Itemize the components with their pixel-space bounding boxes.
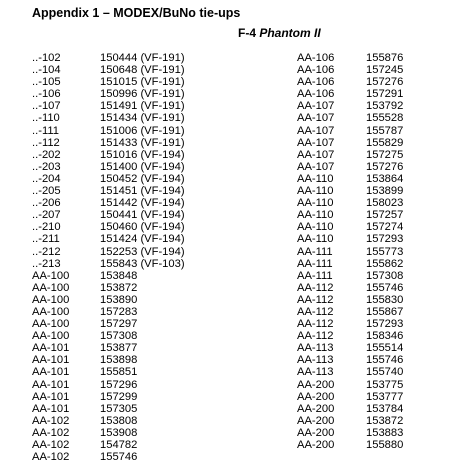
modex-code: AA-106 — [297, 52, 335, 64]
buno-number: 153898 — [100, 354, 138, 367]
list-item — [297, 427, 403, 439]
modex-code: AA-101 — [32, 390, 70, 403]
modex-code: AA-107 — [297, 112, 335, 125]
modex-code: AA-111 — [297, 245, 333, 258]
list-item — [32, 125, 185, 137]
buno-number: 151491 (VF-191) — [100, 100, 185, 113]
modex-code: AA-101 — [32, 342, 70, 355]
list-item — [297, 173, 403, 185]
list-item — [297, 415, 403, 427]
modex-code: AA-100 — [32, 269, 70, 282]
buno-number: 153899 — [366, 185, 404, 198]
list-item — [32, 342, 185, 354]
list-item — [297, 439, 403, 451]
buno-number: 153848 — [100, 269, 138, 282]
list-item — [32, 64, 185, 76]
buno-number: 157257 — [366, 209, 404, 222]
buno-number: 158023 — [366, 197, 404, 210]
list-item — [32, 88, 185, 100]
modex-code: ..-112 — [32, 136, 60, 149]
modex-code: ..-210 — [32, 221, 61, 234]
buno-number: 157276 — [366, 160, 404, 173]
list-item — [32, 270, 185, 282]
buno-number: 155746 — [366, 281, 404, 294]
modex-code: ..-110 — [32, 112, 60, 125]
modex-code: ..-211 — [32, 233, 60, 246]
modex-code: AA-100 — [32, 305, 70, 318]
list-item — [297, 221, 403, 233]
modex-code: AA-107 — [297, 124, 335, 137]
buno-number: 153864 — [366, 172, 404, 185]
page-title: Appendix 1 – MODEX/BuNo tie-ups — [32, 6, 241, 20]
buno-number: 151433 (VF-191) — [100, 136, 185, 149]
buno-number: 157299 — [100, 390, 138, 403]
buno-number: 153872 — [366, 414, 404, 427]
modex-code: AA-107 — [297, 136, 335, 149]
modex-code: AA-101 — [32, 366, 70, 379]
buno-number: 155746 — [100, 451, 138, 463]
buno-number: 151424 (VF-194) — [100, 233, 185, 246]
list-item — [297, 379, 403, 391]
buno-number: 151400 (VF-194) — [100, 160, 185, 173]
left-column-list — [32, 52, 185, 463]
modex-code: AA-113 — [297, 342, 334, 355]
buno-number: 153877 — [100, 342, 138, 355]
modex-code: ..-102 — [32, 52, 61, 64]
modex-code: AA-112 — [297, 281, 334, 294]
modex-code: AA-102 — [32, 439, 70, 451]
buno-number: 155740 — [366, 366, 404, 379]
buno-number: 155773 — [366, 245, 404, 258]
right-column-list — [297, 52, 403, 451]
modex-code: AA-100 — [32, 281, 70, 294]
buno-number: 151442 (VF-194) — [100, 197, 185, 210]
buno-number: 157275 — [366, 148, 404, 161]
list-item — [297, 149, 403, 161]
buno-number: 157245 — [366, 64, 404, 77]
list-item — [297, 112, 403, 124]
modex-code: AA-200 — [297, 390, 335, 403]
modex-code: AA-101 — [32, 402, 70, 415]
list-item — [297, 137, 403, 149]
modex-code: AA-100 — [32, 330, 70, 343]
buno-number: 155787 — [366, 124, 404, 137]
list-item — [297, 306, 403, 318]
list-item — [32, 258, 185, 270]
modex-code: AA-112 — [297, 305, 334, 318]
modex-code: ..-205 — [32, 185, 61, 198]
buno-number: 155528 — [366, 112, 404, 125]
list-item — [32, 149, 185, 161]
list-item — [297, 64, 403, 76]
modex-code: AA-112 — [297, 318, 334, 331]
modex-code: ..-106 — [32, 88, 61, 101]
modex-code: ..-111 — [32, 124, 59, 137]
list-item — [297, 233, 403, 245]
buno-number: 150452 (VF-194) — [100, 172, 185, 185]
modex-code: AA-113 — [297, 366, 334, 379]
list-item — [32, 403, 185, 415]
buno-number: 153775 — [366, 378, 404, 391]
list-item — [297, 100, 403, 112]
buno-number: 151015 (VF-191) — [100, 76, 185, 89]
modex-code: ..-204 — [32, 172, 61, 185]
modex-code: AA-100 — [32, 293, 70, 306]
modex-code: AA-101 — [32, 378, 70, 391]
modex-code: ..-202 — [32, 148, 61, 161]
list-item — [297, 294, 403, 306]
list-item — [32, 137, 185, 149]
list-item — [297, 209, 403, 221]
list-item — [32, 221, 185, 233]
modex-code: AA-106 — [297, 64, 335, 77]
buno-number: 155829 — [366, 136, 404, 149]
list-item — [32, 330, 185, 342]
buno-number: 158346 — [366, 330, 404, 343]
list-item — [32, 76, 185, 88]
modex-code: AA-100 — [32, 318, 70, 331]
list-item — [297, 366, 403, 378]
modex-code: AA-106 — [297, 76, 335, 89]
aircraft-prefix: F-4 — [238, 26, 256, 40]
buno-number: 151016 (VF-194) — [100, 148, 185, 161]
list-item — [32, 209, 185, 221]
modex-code: AA-200 — [297, 402, 335, 415]
list-item — [32, 112, 185, 124]
list-item — [32, 185, 185, 197]
list-item — [32, 246, 185, 258]
list-item — [297, 88, 403, 100]
list-item — [297, 270, 403, 282]
list-item — [297, 318, 403, 330]
modex-code: AA-111 — [297, 269, 333, 282]
list-item — [297, 161, 403, 173]
modex-code: AA-102 — [32, 451, 70, 463]
buno-number: 157283 — [100, 305, 138, 318]
list-item — [32, 451, 185, 463]
list-item — [297, 282, 403, 294]
list-item — [297, 52, 403, 64]
list-item — [297, 258, 403, 270]
modex-code: AA-110 — [297, 233, 334, 246]
buno-number: 150996 (VF-191) — [100, 88, 185, 101]
buno-number: 154782 — [100, 439, 138, 451]
buno-number: 155851 — [100, 366, 138, 379]
modex-code: ..-107 — [32, 100, 61, 113]
buno-number: 155746 — [366, 354, 404, 367]
buno-number: 151006 (VF-191) — [100, 124, 185, 137]
modex-code: AA-110 — [297, 197, 334, 210]
modex-code: ..-207 — [32, 209, 61, 222]
list-item — [297, 391, 403, 403]
buno-number: 155862 — [366, 257, 404, 270]
list-item — [32, 161, 185, 173]
list-item — [297, 354, 403, 366]
buno-number: 157293 — [366, 318, 404, 331]
buno-number: 157276 — [366, 76, 404, 89]
modex-code: AA-112 — [297, 330, 334, 343]
list-item — [32, 306, 185, 318]
list-item — [32, 427, 185, 439]
list-item — [32, 282, 185, 294]
buno-number: 155880 — [366, 439, 404, 451]
list-item — [32, 391, 185, 403]
list-item — [32, 173, 185, 185]
modex-code: AA-102 — [32, 414, 70, 427]
modex-code: AA-107 — [297, 160, 335, 173]
modex-code: ..-212 — [32, 245, 61, 258]
buno-number: 153908 — [100, 426, 138, 439]
buno-number: 157274 — [366, 221, 404, 234]
buno-number: 157293 — [366, 233, 404, 246]
modex-code: AA-200 — [297, 426, 335, 439]
buno-number: 150648 (VF-191) — [100, 64, 185, 77]
buno-number: 157297 — [100, 318, 138, 331]
modex-code: AA-113 — [297, 354, 334, 367]
modex-code: AA-107 — [297, 148, 335, 161]
buno-number: 153792 — [366, 100, 404, 113]
buno-number: 155843 (VF-103) — [100, 257, 185, 270]
modex-code: AA-101 — [32, 354, 70, 367]
list-item — [32, 52, 185, 64]
buno-number: 151451 (VF-194) — [100, 185, 185, 198]
buno-number: 152253 (VF-194) — [100, 245, 185, 258]
buno-number: 153777 — [366, 390, 404, 403]
list-item — [297, 76, 403, 88]
list-item — [32, 318, 185, 330]
modex-code: ..-206 — [32, 197, 61, 210]
buno-number: 153883 — [366, 426, 404, 439]
list-item — [297, 197, 403, 209]
list-item — [297, 342, 403, 354]
aircraft-model: Phantom II — [259, 26, 321, 40]
list-item — [297, 185, 403, 197]
modex-code: AA-106 — [297, 88, 335, 101]
list-item — [297, 403, 403, 415]
buno-number: 157308 — [100, 330, 138, 343]
list-item — [32, 294, 185, 306]
modex-code: ..-105 — [32, 76, 61, 89]
buno-number: 150460 (VF-194) — [100, 221, 185, 234]
buno-number: 150444 (VF-191) — [100, 52, 185, 64]
list-item — [32, 233, 185, 245]
modex-code: AA-110 — [297, 172, 334, 185]
list-item — [32, 366, 185, 378]
modex-code: ..-203 — [32, 160, 61, 173]
modex-code: AA-110 — [297, 209, 334, 222]
modex-code: ..-213 — [32, 257, 61, 270]
modex-code: AA-110 — [297, 185, 334, 198]
buno-number: 155830 — [366, 293, 404, 306]
list-item — [32, 439, 185, 451]
buno-number: 153890 — [100, 293, 138, 306]
list-item — [32, 197, 185, 209]
buno-number: 153872 — [100, 281, 138, 294]
buno-number: 157308 — [366, 269, 404, 282]
buno-number: 157305 — [100, 402, 138, 415]
modex-code: AA-200 — [297, 378, 335, 391]
list-item — [297, 246, 403, 258]
buno-number: 155514 — [366, 342, 404, 355]
modex-code: AA-200 — [297, 439, 335, 451]
aircraft-heading — [238, 26, 321, 40]
list-item — [32, 354, 185, 366]
modex-code: ..-104 — [32, 64, 61, 77]
buno-number: 157296 — [100, 378, 138, 391]
buno-number: 153808 — [100, 414, 138, 427]
buno-number: 151434 (VF-191) — [100, 112, 185, 125]
buno-number: 155867 — [366, 305, 404, 318]
buno-number: 153784 — [366, 402, 404, 415]
modex-code: AA-102 — [32, 426, 70, 439]
modex-code: AA-112 — [297, 293, 334, 306]
modex-code: AA-200 — [297, 414, 335, 427]
buno-number: 150441 (VF-194) — [100, 209, 185, 222]
modex-code: AA-107 — [297, 100, 335, 113]
list-item — [32, 415, 185, 427]
modex-code: AA-111 — [297, 257, 333, 270]
buno-number: 157291 — [366, 88, 404, 101]
list-item — [32, 379, 185, 391]
buno-number: 155876 — [366, 52, 404, 64]
list-item — [297, 125, 403, 137]
list-item — [297, 330, 403, 342]
list-item — [32, 100, 185, 112]
modex-code: AA-110 — [297, 221, 334, 234]
